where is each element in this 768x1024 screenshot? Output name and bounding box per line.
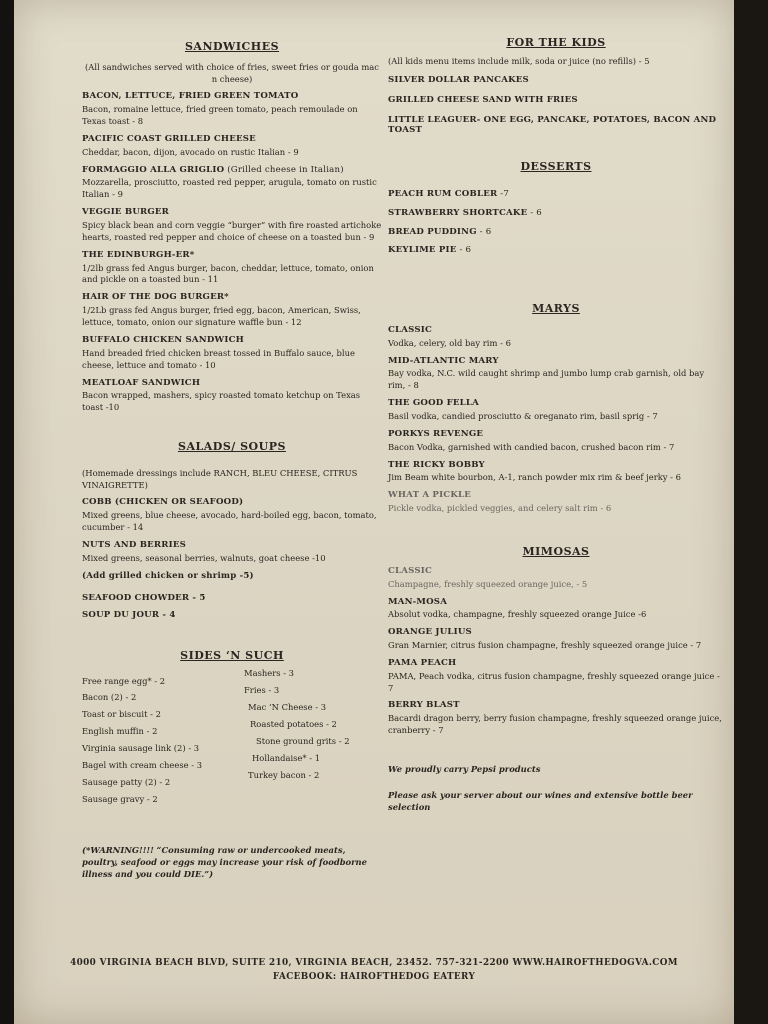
side-item: Free range egg* - 2 — [82, 675, 166, 686]
item-desc: Champagne, freshly squeezed orange juice, - 5 — [388, 578, 588, 589]
item-desc: 1/2lb grass fed Angus burger, bacon, cheddar, lettuce, tomato, onion and pickle on a toasted bun - 11 — [82, 262, 374, 285]
side-item: Hollandaise* - 1 — [252, 752, 321, 763]
menu-item — [82, 207, 382, 244]
menu-item — [82, 335, 382, 372]
menu-item — [388, 597, 724, 622]
sides-heading: SIDES ‘N SUCH — [180, 648, 284, 662]
menu-item — [82, 250, 382, 287]
item-desc: Bacon wrapped, mashers, spicy roasted tomato ketchup on Texas toast -10 — [82, 390, 361, 413]
dessert-name: BREAD PUDDING — [388, 226, 477, 237]
salads-section — [82, 440, 382, 621]
item-desc: Mixed greens, seasonal berries, walnuts, goat cheese -10 — [82, 552, 326, 563]
kids-item: SILVER DOLLAR PANCAKES — [388, 75, 529, 86]
dessert-item — [388, 189, 724, 200]
marys-heading: MARYS — [532, 302, 580, 316]
item-desc: Absolut vodka, champagne, freshly squeezed orange Juice -6 — [388, 609, 647, 620]
side-item: Mac ‘N Cheese - 3 — [248, 701, 327, 712]
item-name: MEATLOAF SANDWICH — [82, 377, 201, 388]
item-desc: Hand breaded fried chicken breast tossed in Buffalo sauce, blue cheese, lettuce and tomato - 10 — [82, 347, 355, 370]
kids-item: GRILLED CHEESE SAND WITH FRIES — [388, 94, 578, 105]
item-desc: Gran Marnier, citrus fusion champagne, freshly squeezed orange juice - 7 — [388, 639, 702, 650]
item-name: BERRY BLAST — [388, 700, 460, 711]
item-name: ORANGE JULIUS — [388, 627, 472, 638]
item-name: PACIFIC COAST GRILLED CHEESE — [82, 133, 256, 144]
desserts-section — [388, 160, 724, 256]
mimosas-heading: MIMOSAS — [522, 544, 590, 558]
item-name: MID-ATLANTIC MARY — [388, 355, 499, 366]
item-desc: Vodka, celery, old bay rim - 6 — [388, 337, 511, 348]
sides-section — [82, 649, 382, 816]
side-item: Mashers - 3 — [244, 667, 295, 678]
dessert-price: - 6 — [527, 207, 542, 218]
item-name: PAMA PEACH — [388, 657, 457, 668]
item-name: WHAT A PICKLE — [388, 490, 471, 501]
footer-address: 4000 VIRGINIA BEACH BLVD, SUITE 210, VIRGINIA BEACH, 23452. 757-321-2200 WWW.HAIROFTHEDOGVA.COM — [70, 958, 678, 968]
menu-item — [82, 497, 382, 534]
dessert-item — [388, 245, 724, 256]
item-name: COBB (CHICKEN OR SEAFOOD) — [82, 497, 244, 508]
item-name: HAIR OF THE DOG BURGER* — [82, 292, 229, 303]
item-desc: Bay vodka, N.C. wild caught shrimp and jumbo lump crab garnish, old bay rim, - 8 — [388, 368, 705, 391]
salads-note: (Homemade dressings include RANCH, BLEU CHEESE, CITRUS VINAIGRETTE) — [82, 468, 358, 491]
item-desc: Bacon, romaine lettuce, fried green tomato, peach remoulade on Texas toast - 8 — [82, 104, 358, 127]
mimosas-section — [388, 545, 724, 737]
item-name: BUFFALO CHICKEN SANDWICH — [82, 334, 244, 345]
item-name: BACON, LETTUCE, FRIED GREEN TOMATO — [82, 91, 299, 102]
side-item: Virginia sausage link (2) - 3 — [82, 742, 200, 753]
item-name: CLASSIC — [388, 325, 433, 336]
side-item: Roasted potatoes - 2 — [250, 718, 337, 729]
salads-addon: (Add grilled chicken or shrimp -5) — [82, 570, 254, 581]
sides-list — [82, 667, 382, 816]
item-desc: Spicy black bean and corn veggie “burger” with fire roasted artichoke hearts, roasted red pepper and choice of cheese on a toasted bun - 9 — [82, 219, 382, 242]
sandwiches-heading: SANDWICHES — [184, 40, 280, 53]
soup-du-jour: SOUP DU JOUR - 4 — [82, 610, 176, 621]
item-desc: Basil vodka, candied prosciutto & oreganato rim, basil sprig - 7 — [388, 411, 658, 422]
side-item: Fries - 3 — [244, 684, 280, 695]
menu-item — [82, 540, 382, 565]
item-name: THE EDINBURGH-ER* — [82, 249, 195, 260]
side-item: Bagel with cream cheese - 3 — [82, 759, 203, 770]
item-desc: PAMA, Peach vodka, citrus fusion champagne, freshly squeezed orange juice - 7 — [388, 670, 720, 693]
menu-item — [388, 627, 724, 652]
item-name-text: FORMAGGIO ALLA GRIGLIO — [82, 164, 225, 175]
item-desc: Cheddar, bacon, dijon, avocado on rustic Italian - 9 — [82, 146, 299, 157]
item-desc: Pickle vodka, pickled veggies, and celery salt rim - 6 — [388, 503, 612, 513]
dessert-item — [388, 227, 724, 238]
food-warning: (*WARNING!!!! “Consuming raw or undercooked meats, poultry, seafood or eggs may increase your risk of foodborne illness and you could DIE.”) — [82, 844, 367, 880]
salads-heading: SALADS/ SOUPS — [178, 440, 286, 454]
menu-item — [388, 356, 724, 393]
side-item: Stone ground grits - 2 — [256, 735, 350, 746]
side-item: Turkey bacon - 2 — [248, 769, 320, 780]
menu-item — [82, 292, 382, 329]
sandwiches-section — [82, 40, 382, 414]
menu-item — [388, 490, 724, 515]
item-name: MAN-MOSA — [388, 596, 448, 607]
item-desc: Bacardi dragon berry, berry fusion champagne, freshly squeezed orange juice, cranberry - 7 — [388, 713, 722, 736]
item-desc: Mixed greens, blue cheese, avocado, hard-boiled egg, bacon, tomato, cucumber - 14 — [82, 510, 377, 533]
pepsi-note: We proudly carry Pepsi products — [388, 764, 541, 775]
menu-item — [82, 134, 382, 159]
side-item: Toast or biscuit - 2 — [82, 708, 161, 719]
menu-item — [388, 398, 724, 423]
item-desc: 1/2Lb grass fed Angus burger, fried egg, bacon, American, Swiss, lettuce, tomato, onion our signature waffle bun - 12 — [82, 305, 361, 327]
menu-item — [82, 378, 382, 415]
side-item: Bacon (2) - 2 — [82, 691, 137, 702]
menu-item — [82, 91, 382, 128]
dessert-item — [388, 208, 724, 219]
desserts-heading: DESSERTS — [520, 160, 592, 174]
menu-item — [388, 566, 724, 591]
left-column — [82, 40, 382, 880]
menu-item — [388, 700, 724, 737]
menu-page — [14, 0, 734, 1024]
dessert-name: PEACH RUM COBLER — [388, 189, 498, 200]
menu-item — [388, 325, 724, 350]
kids-heading: FOR THE KIDS — [506, 36, 606, 49]
kids-section — [388, 36, 724, 136]
dessert-name: STRAWBERRY SHORTCAKE — [388, 207, 528, 218]
dessert-price: - 6 — [476, 226, 492, 237]
background-edge-left — [0, 0, 14, 1024]
item-name: THE RICKY BOBBY — [388, 459, 485, 470]
dessert-price: -7 — [497, 189, 509, 200]
item-name: CLASSIC — [388, 565, 433, 576]
footer-facebook: FACEBOOK: HAIROFTHEDOG EATERY — [272, 972, 476, 982]
item-desc: Jim Beam white bourbon, A-1, ranch powder mix rim & beef jerky - 6 — [388, 472, 682, 483]
side-item: English muffin - 2 — [82, 725, 158, 736]
item-name: THE GOOD FELLA — [388, 398, 480, 409]
marys-section — [388, 302, 724, 515]
item-desc: Bacon Vodka, garnished with candied bacon, crushed bacon rim - 7 — [388, 441, 675, 452]
item-name: VEGGIE BURGER — [82, 207, 169, 218]
item-desc: Mozzarella, prosciutto, roasted red pepper, arugula, tomato on rustic Italian - 9 — [82, 177, 377, 200]
dessert-price: - 6 — [456, 245, 472, 256]
menu-item — [388, 460, 724, 485]
item-name: PORKYS REVENGE — [388, 428, 484, 439]
item-name-note: (Grilled cheese in Italian) — [224, 164, 344, 175]
right-column — [388, 36, 724, 814]
menu-item — [388, 658, 724, 695]
menu-item — [82, 165, 382, 202]
background-edge-right — [734, 0, 768, 1024]
sandwiches-note: (All sandwiches served with choice of fries, sweet fries or gouda mac n cheese) — [85, 62, 379, 85]
side-item: Sausage patty (2) - 2 — [82, 776, 171, 787]
dessert-name: KEYLIME PIE — [388, 245, 457, 256]
kids-item: LITTLE LEAGUER- ONE EGG, PANCAKE, POTATOES, BACON AND TOAST — [388, 114, 717, 136]
menu-item — [388, 429, 724, 454]
item-name — [82, 165, 382, 176]
item-name: NUTS AND BERRIES — [82, 540, 186, 551]
kids-note: (All kids menu items include milk, soda or juice (no refills) - 5 — [388, 56, 650, 66]
side-item: Sausage gravy - 2 — [82, 793, 158, 804]
seafood-chowder: SEAFOOD CHOWDER - 5 — [82, 593, 206, 604]
wines-note: Please ask your server about our wines and extensive bottle beer selection — [388, 790, 693, 813]
